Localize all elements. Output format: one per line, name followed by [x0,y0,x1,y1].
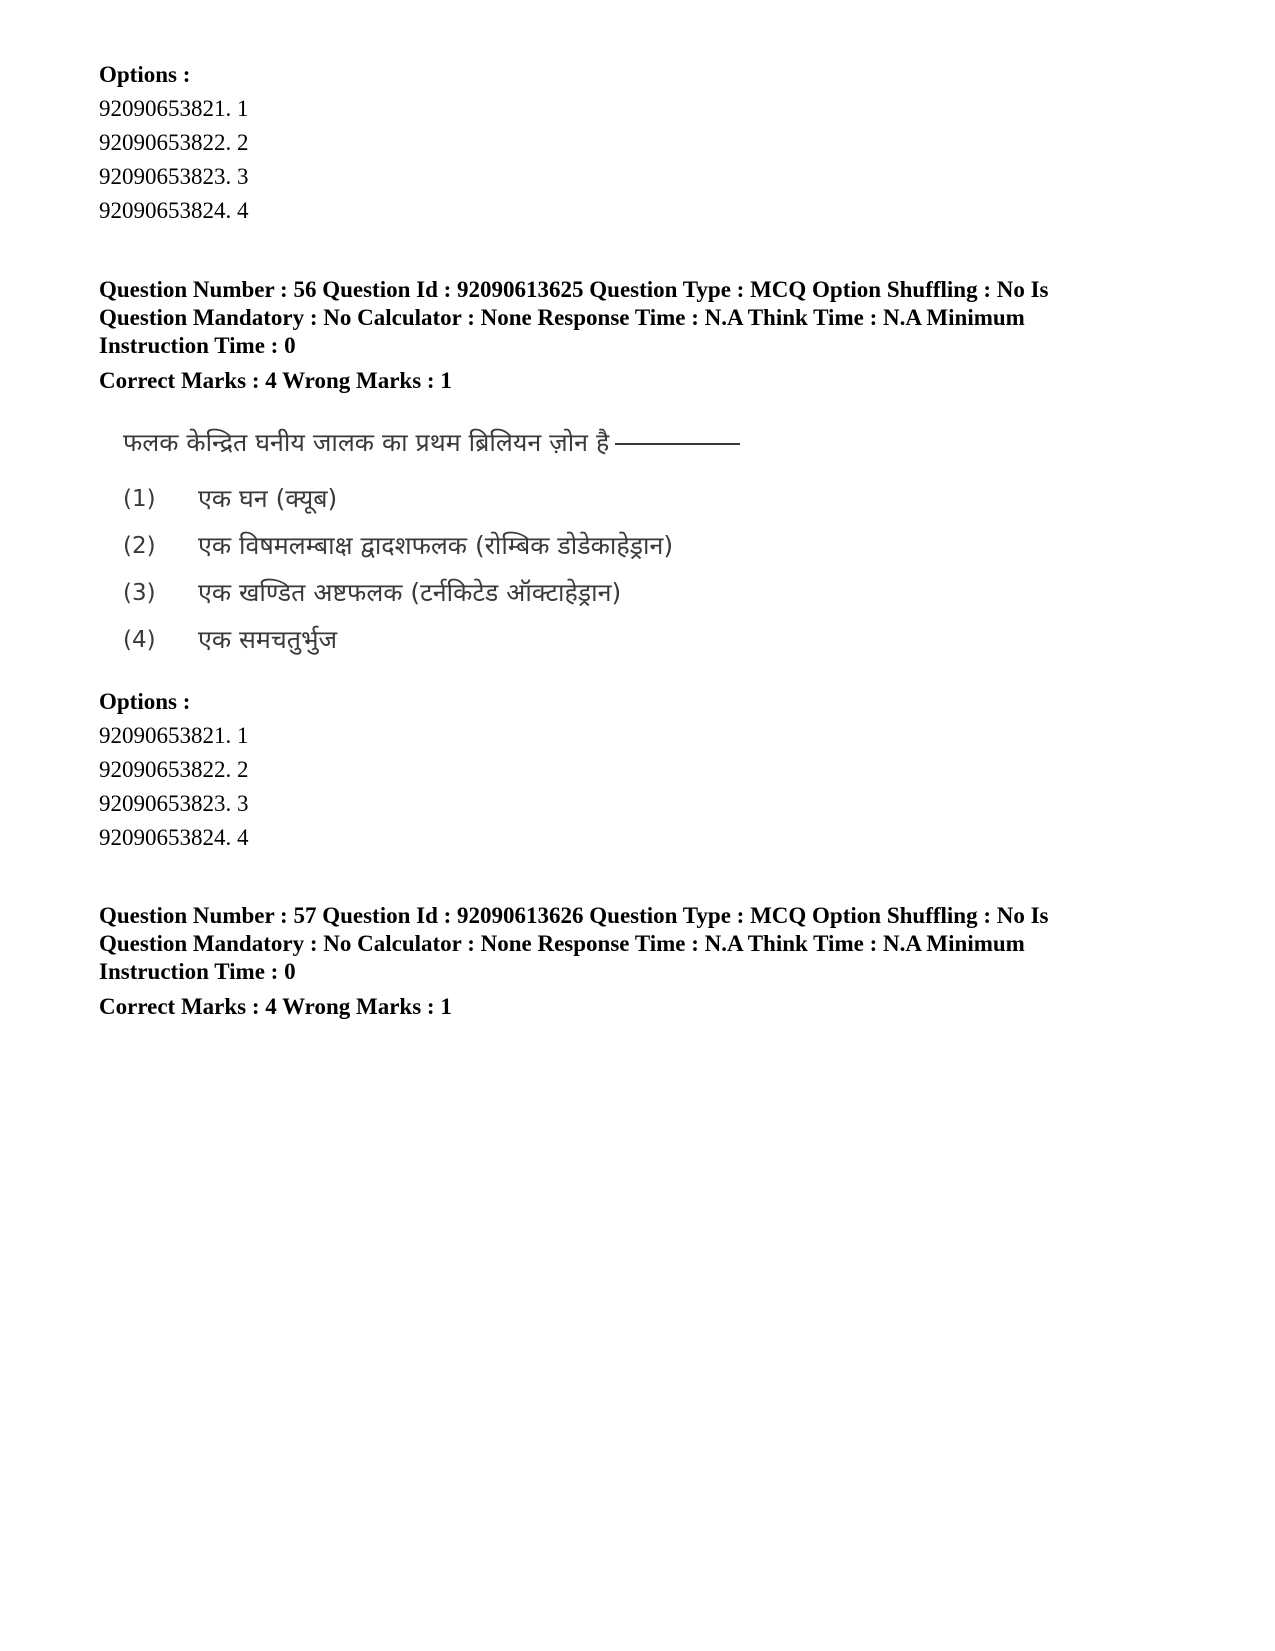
question-56-marks-wrap [99,364,452,398]
choice-number: (4) [123,627,156,653]
question-meta-line: Question Number : 56 Question Id : 92090613625 Question Type : MCQ Option Shuffling : No Is [99,277,1049,302]
answer-blank [615,443,740,445]
question-56-body [123,426,740,657]
choice-row [123,529,740,563]
question-meta-line: Instruction Time : 0 [99,959,296,984]
option-item: 92090653824. 4 [99,825,249,850]
question-marks: Correct Marks : 4 Wrong Marks : 1 [99,994,452,1019]
options-label: Options : [99,62,191,87]
option-item: 92090653821. 1 [99,723,249,748]
choice-row [123,576,740,610]
choice-number: (2) [123,533,156,559]
choice-text: एक समचतुर्भुज [198,625,338,654]
question-marks: Correct Marks : 4 Wrong Marks : 1 [99,368,452,393]
question-meta-line: Question Mandatory : No Calculator : None Response Time : N.A Think Time : N.A Minimum [99,305,1025,330]
options-block-prev [99,58,249,228]
choice-text: एक खण्डित अष्टफलक (टर्नकिटेड ऑक्टाहेड्रान) [198,578,622,607]
question-57-header [99,902,1049,986]
question-text-row [123,426,740,460]
question-57-marks-wrap [99,990,452,1024]
question-meta-line: Question Mandatory : No Calculator : None Response Time : N.A Think Time : N.A Minimum [99,931,1025,956]
choice-number: (3) [123,580,156,606]
option-item: 92090653822. 2 [99,130,249,155]
option-item: 92090653822. 2 [99,757,249,782]
choice-text: एक विषमलम्बाक्ष द्वादशफलक (रोम्बिक डोडेकाहेड्रान) [198,531,674,560]
option-item: 92090653821. 1 [99,96,249,121]
choice-row [123,482,740,516]
question-meta-line: Question Number : 57 Question Id : 92090613626 Question Type : MCQ Option Shuffling : No Is [99,903,1049,928]
choice-row [123,623,740,657]
options-label: Options : [99,689,191,714]
choice-text: एक घन (क्यूब) [198,484,338,513]
option-item: 92090653824. 4 [99,198,249,223]
question-text: फलक केन्द्रित घनीय जालक का प्रथम ब्रिलियन ज़ोन है [123,428,610,457]
question-meta-line: Instruction Time : 0 [99,333,296,358]
options-block-56 [99,685,249,855]
option-item: 92090653823. 3 [99,164,249,189]
choice-number: (1) [123,486,156,512]
question-56-header [99,276,1049,360]
option-item: 92090653823. 3 [99,791,249,816]
